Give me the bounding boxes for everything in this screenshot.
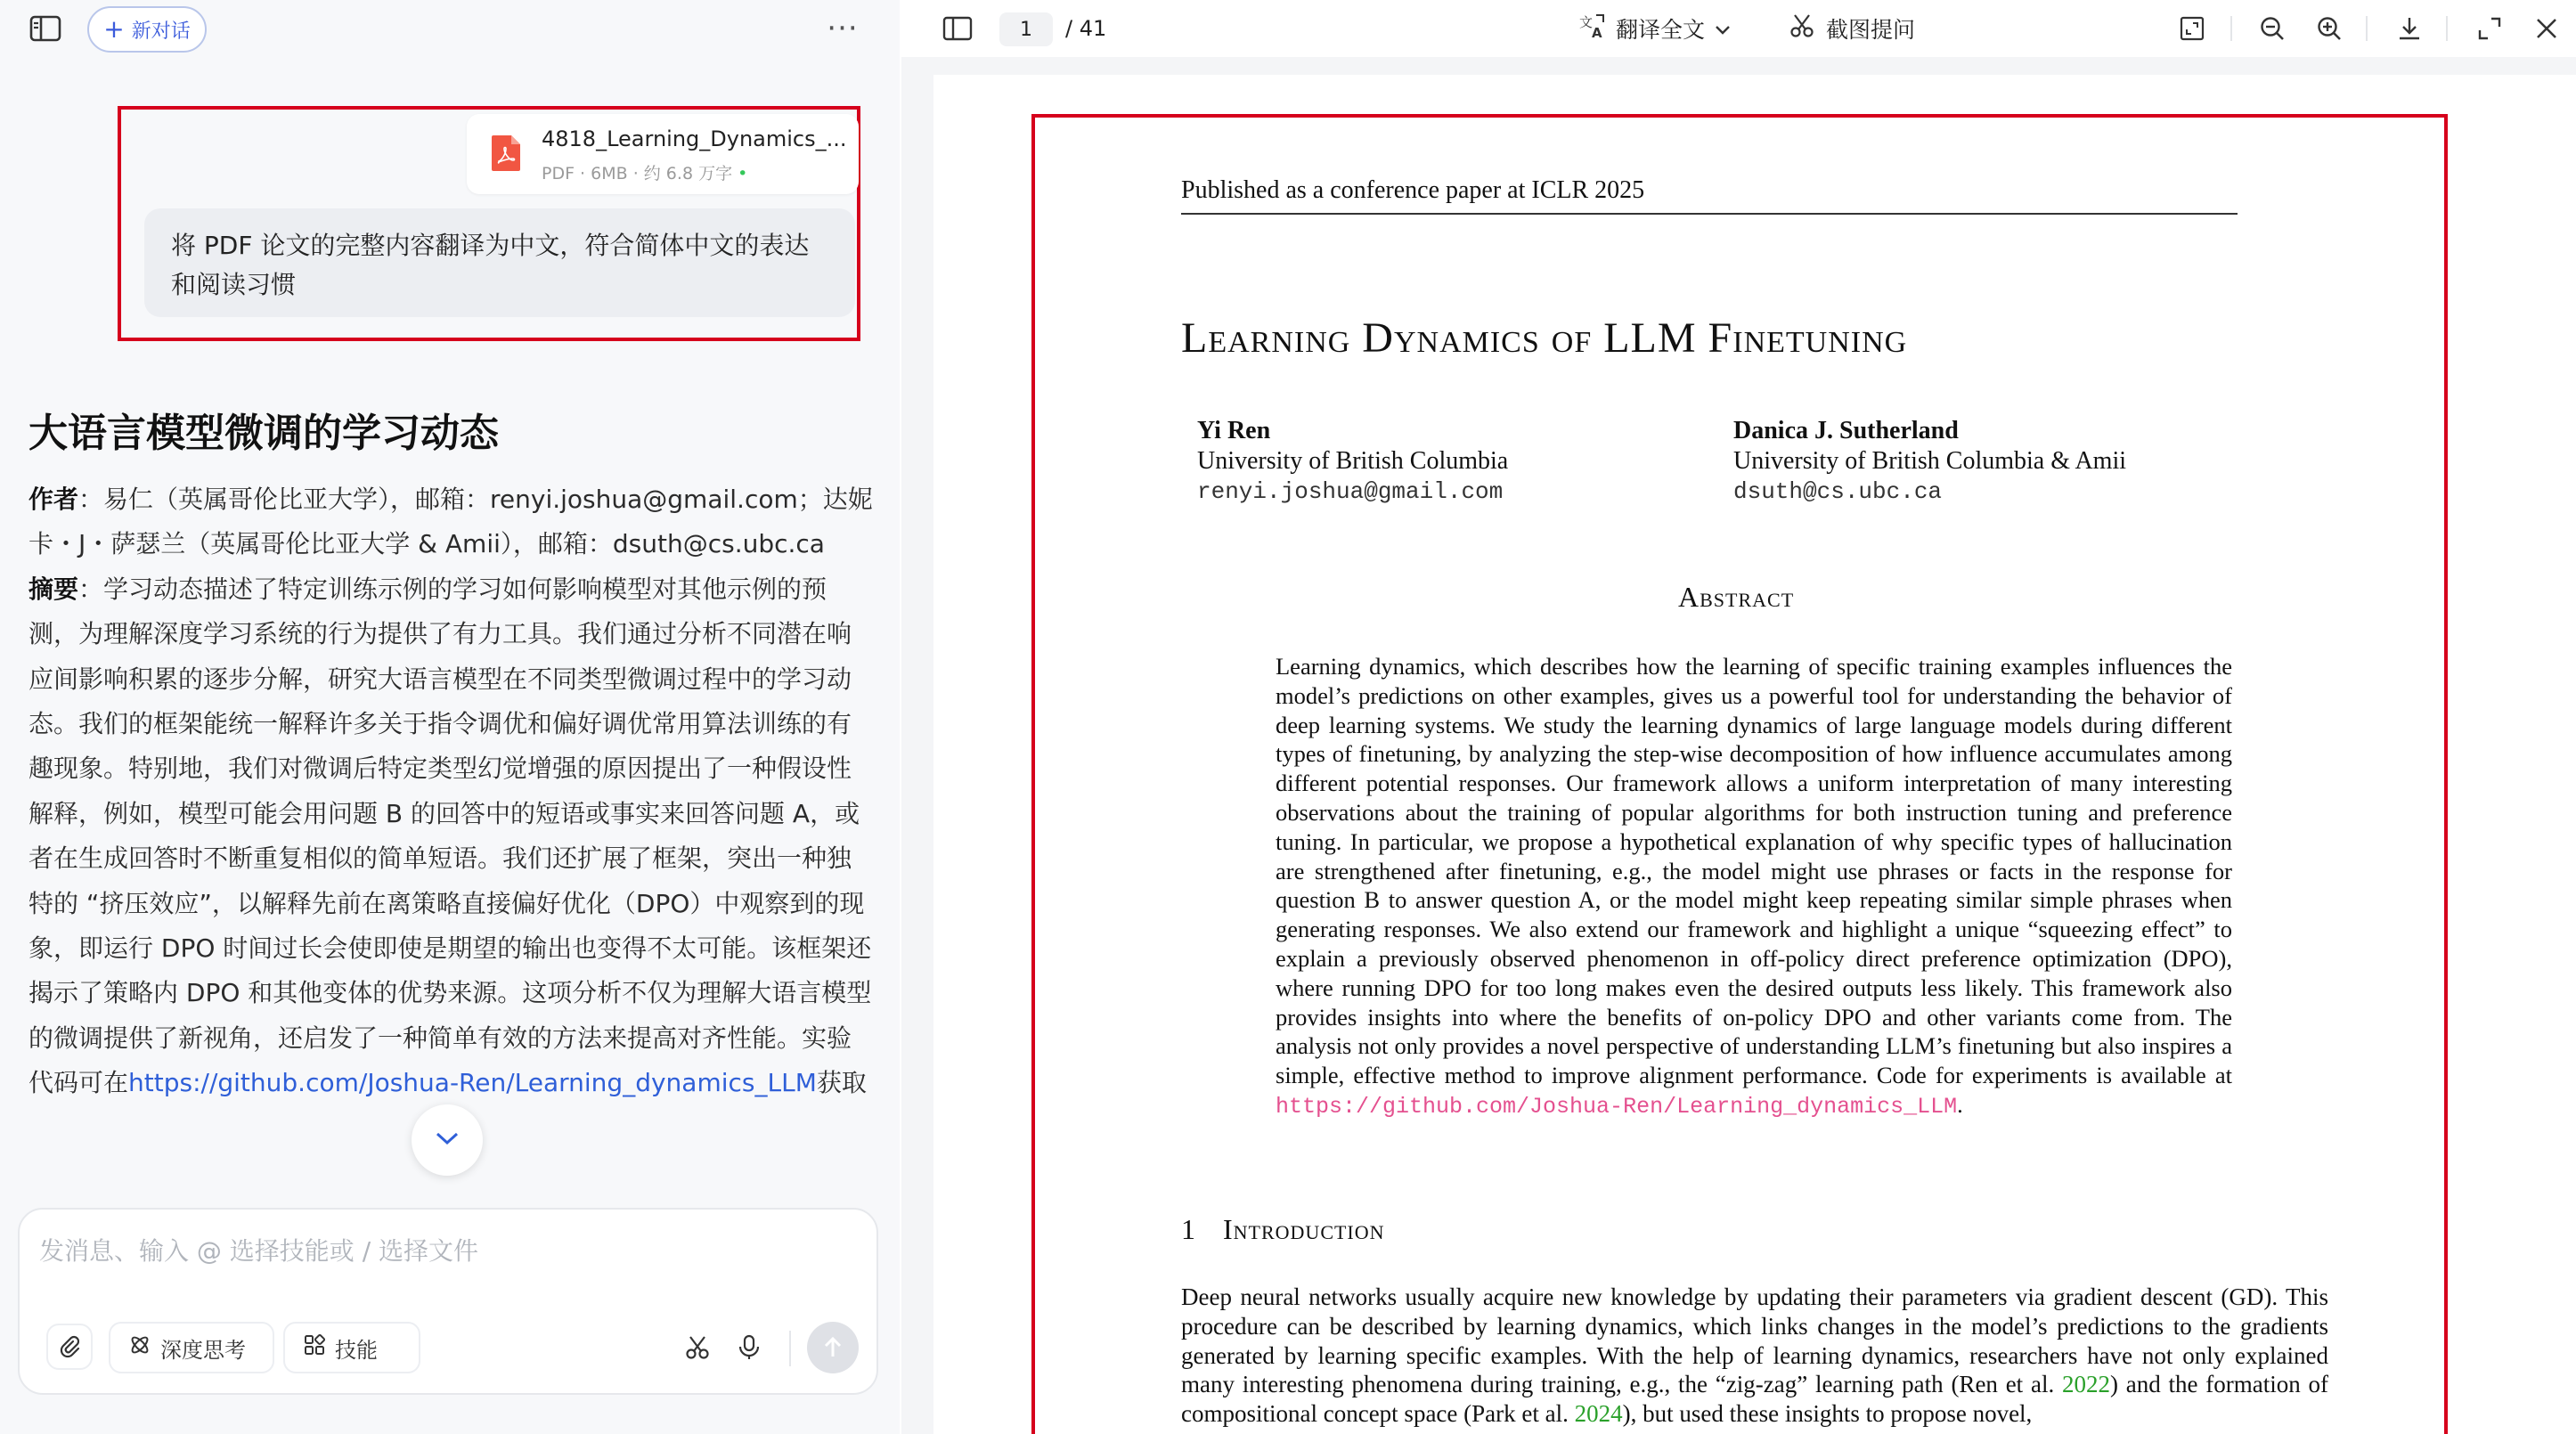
attach-button[interactable]	[46, 1324, 93, 1370]
authors-text: ：易仁（英属哥伦比亚大学），邮箱：renyi.joshua@gmail.com；达妮卡・J・萨瑟兰（英属哥伦比亚大学 & Amii），邮箱：dsuth@cs.ubc.ca	[29, 485, 873, 559]
zoom-in-icon[interactable]	[2311, 11, 2348, 46]
deep-think-button[interactable]	[109, 1322, 274, 1373]
file-name: 4818_Learning_Dynamics_...	[542, 126, 847, 151]
fit-page-icon[interactable]	[2173, 11, 2211, 46]
translate-icon	[1578, 12, 1607, 45]
file-status-dot: •	[738, 164, 748, 183]
answer-title: 大语言模型微调的学习动态	[29, 411, 499, 456]
message-composer	[18, 1208, 878, 1395]
arrow-up-icon	[822, 1336, 844, 1359]
screenshot-ask-button[interactable]	[1789, 9, 1915, 48]
thumbnail-sidebar-icon[interactable]	[937, 11, 978, 46]
attached-file-card[interactable]	[467, 114, 859, 194]
published-note: Published as a conference paper at ICLR 2025	[1181, 176, 1645, 204]
paperclip-icon	[58, 1335, 81, 1358]
toolbar-separator	[2366, 16, 2368, 41]
toolbar-separator	[2446, 16, 2448, 41]
chevron-down-icon	[434, 1130, 461, 1150]
chat-pane	[0, 0, 900, 1434]
close-icon[interactable]	[2528, 11, 2565, 46]
author-2-affiliation: University of British Columbia & Amii	[1733, 447, 2126, 475]
message-input[interactable]	[39, 1229, 841, 1272]
scissors-icon[interactable]	[675, 1325, 720, 1370]
microphone-icon[interactable]	[727, 1325, 771, 1370]
skills-grid-icon	[303, 1333, 326, 1362]
scroll-down-button[interactable]	[412, 1104, 483, 1176]
pdf-file-icon	[490, 134, 522, 176]
screenshot-scissors-icon	[1789, 12, 1815, 45]
sidebar-toggle-icon[interactable]	[25, 11, 66, 46]
authors-label: 作者	[29, 485, 79, 514]
send-button[interactable]	[807, 1322, 859, 1373]
page-number-input[interactable]	[999, 12, 1053, 46]
zoom-out-icon[interactable]	[2254, 11, 2291, 46]
intro-text: ) and the formation of compositional concept space (Park et al.	[1181, 1371, 2328, 1428]
translate-full-button[interactable]	[1578, 9, 1732, 48]
introduction-body	[1181, 1283, 2328, 1429]
more-options-icon[interactable]: ···	[827, 11, 859, 46]
abstract-label: 摘要	[29, 574, 79, 604]
file-meta-text: PDF · 6MB · 约 6.8 万字	[542, 164, 733, 183]
abstract-heading: Abstract	[1678, 581, 1795, 613]
citation-link[interactable]: 2024	[1574, 1400, 1623, 1428]
answer-authors	[29, 477, 875, 567]
abstract-code-link[interactable]: https://github.com/Joshua-Ren/Learning_dynamics_LLM	[1276, 1093, 1958, 1120]
svg-text:文: 文	[1579, 14, 1594, 30]
section-title: Introduction	[1223, 1213, 1385, 1245]
page-total: / 41	[1065, 16, 1107, 41]
skills-button[interactable]	[283, 1322, 420, 1373]
abstract-text: ：学习动态描述了特定训练示例的学习如何影响模型对其他示例的预测，为理解深度学习系统的行为提供了有力工具。我们通过分析不同潜在响应间影响积累的逐步分解，研究大语言模型在不同类型微调过程中的学习动态。我们的框架能统一解释许多关于指令调优和偏好调优常用算法训练的有趣现象。特别地，我们对微调后特定类型幻觉增强的原因提出了一种假设性解释，例如，模型可能会用问题 B 的回答中的短语或事实来回答问题 A，或者在生成回答时不断重复相似的简单短语。我们还扩展了框架，突出一种独特的 “挤压效应”，以解释先前在离策略直接偏好优化（DPO）中观察到的现象，即运行 DPO 时间过长会使即使是期望的输出也变得不太可能。该框架还揭示了策略内 DPO 和其他变体的优势来源。这项分析不仅为理解大语言模型的微调提供了新视角，还启发了一种简单有效的方法来提高对齐性能。实验代码可在	[29, 574, 872, 1098]
toolbar-separator	[2230, 16, 2232, 41]
chevron-down-icon	[1714, 16, 1732, 42]
download-icon[interactable]	[2391, 11, 2428, 46]
author-1-affiliation: University of British Columbia	[1197, 447, 1509, 475]
author-2-email: dsuth@cs.ubc.ca	[1733, 478, 1943, 505]
new-chat-button[interactable]	[87, 6, 207, 53]
screenshot-ask-label: 截图提问	[1826, 17, 1916, 43]
fullscreen-icon[interactable]	[2471, 11, 2508, 46]
intro-text: Deep neural networks usually acquire new knowledge by updating their parameters via gradient descent (GD). This procedure can be described by learning dynamics, which links changes in the model’s predictions to the gradients generated by learning specific examples. With the help of learning dynamics, researchers have not only explained many interesting phenomena during training, e.g., the “zig-zag” learning path (Ren et al.	[1181, 1283, 2328, 1398]
abstract-end: .	[1957, 1090, 1963, 1118]
header-rule	[1181, 213, 2238, 215]
answer-body	[29, 477, 875, 1106]
introduction-heading	[1181, 1213, 1385, 1246]
code-link[interactable]: https://github.com/Joshua-Ren/Learning_dynamics_LLM	[128, 1068, 817, 1098]
author-2-name: Danica J. Sutherland	[1733, 417, 1959, 444]
author-1-name: Yi Ren	[1197, 417, 1271, 444]
translate-label: 翻译全文	[1616, 17, 1706, 43]
pdf-toolbar	[901, 0, 2576, 57]
abstract-tail: 获取	[816, 1068, 867, 1098]
deep-think-label: 深度思考	[160, 1337, 246, 1363]
paper-title: Learning Dynamics of LLM Finetuning	[1181, 314, 1908, 362]
author-1-email: renyi.joshua@gmail.com	[1197, 478, 1504, 505]
answer-abstract	[29, 567, 875, 1106]
svg-text:A: A	[1592, 25, 1602, 40]
composer-divider	[789, 1331, 791, 1366]
new-chat-label: 新对话	[131, 20, 191, 43]
citation-link[interactable]: 2022	[2061, 1371, 2110, 1398]
skills-label: 技能	[335, 1337, 378, 1363]
abstract-body	[1276, 652, 2232, 1122]
intro-text: ), but used these insights to propose novel,	[1622, 1400, 2033, 1428]
abstract-text: Learning dynamics, which describes how the learning of specific training examples influences the model’s predictions on other examples, gives us a powerful tool for understanding the behavior of deep learning systems. We study the learning dynamics of large language models during different types of finetuning, by analyzing the step-wise decomposition of how influence accumulates among different potential responses. Our framework allows a uniform interpretation of many interesting observations about the training of popular algorithms for both instruction tuning and preference tuning. In particular, we propose a hypothetical explanation of why specific types of hallucination are strengthened after finetuning, e.g., the model might use phrases or facts in the response for question B to answer question A, or the model might keep repeating similar simple phrases when generating responses. We also extend our framework and highlight a unique “squeezing effect” to explain a previously observed phenomenon in off-policy direct preference optimization (DPO), where running DPO for too long makes even the desired outputs less likely. This framework also provides insights into where the benefits of on-policy DPO and other variants come from. The analysis not only provides a novel perspective of understanding LLM’s finetuning but also inspires a simple, effective method to improve alignment performance. Code for experiments is available at	[1276, 653, 2232, 1089]
plus-icon: +	[103, 14, 125, 44]
deep-think-icon	[128, 1333, 151, 1362]
user-prompt-bubble: 将 PDF 论文的完整内容翻译为中文，符合简体中文的表达和阅读习惯	[144, 208, 855, 317]
file-meta	[542, 160, 747, 184]
section-number: 1	[1181, 1213, 1196, 1245]
